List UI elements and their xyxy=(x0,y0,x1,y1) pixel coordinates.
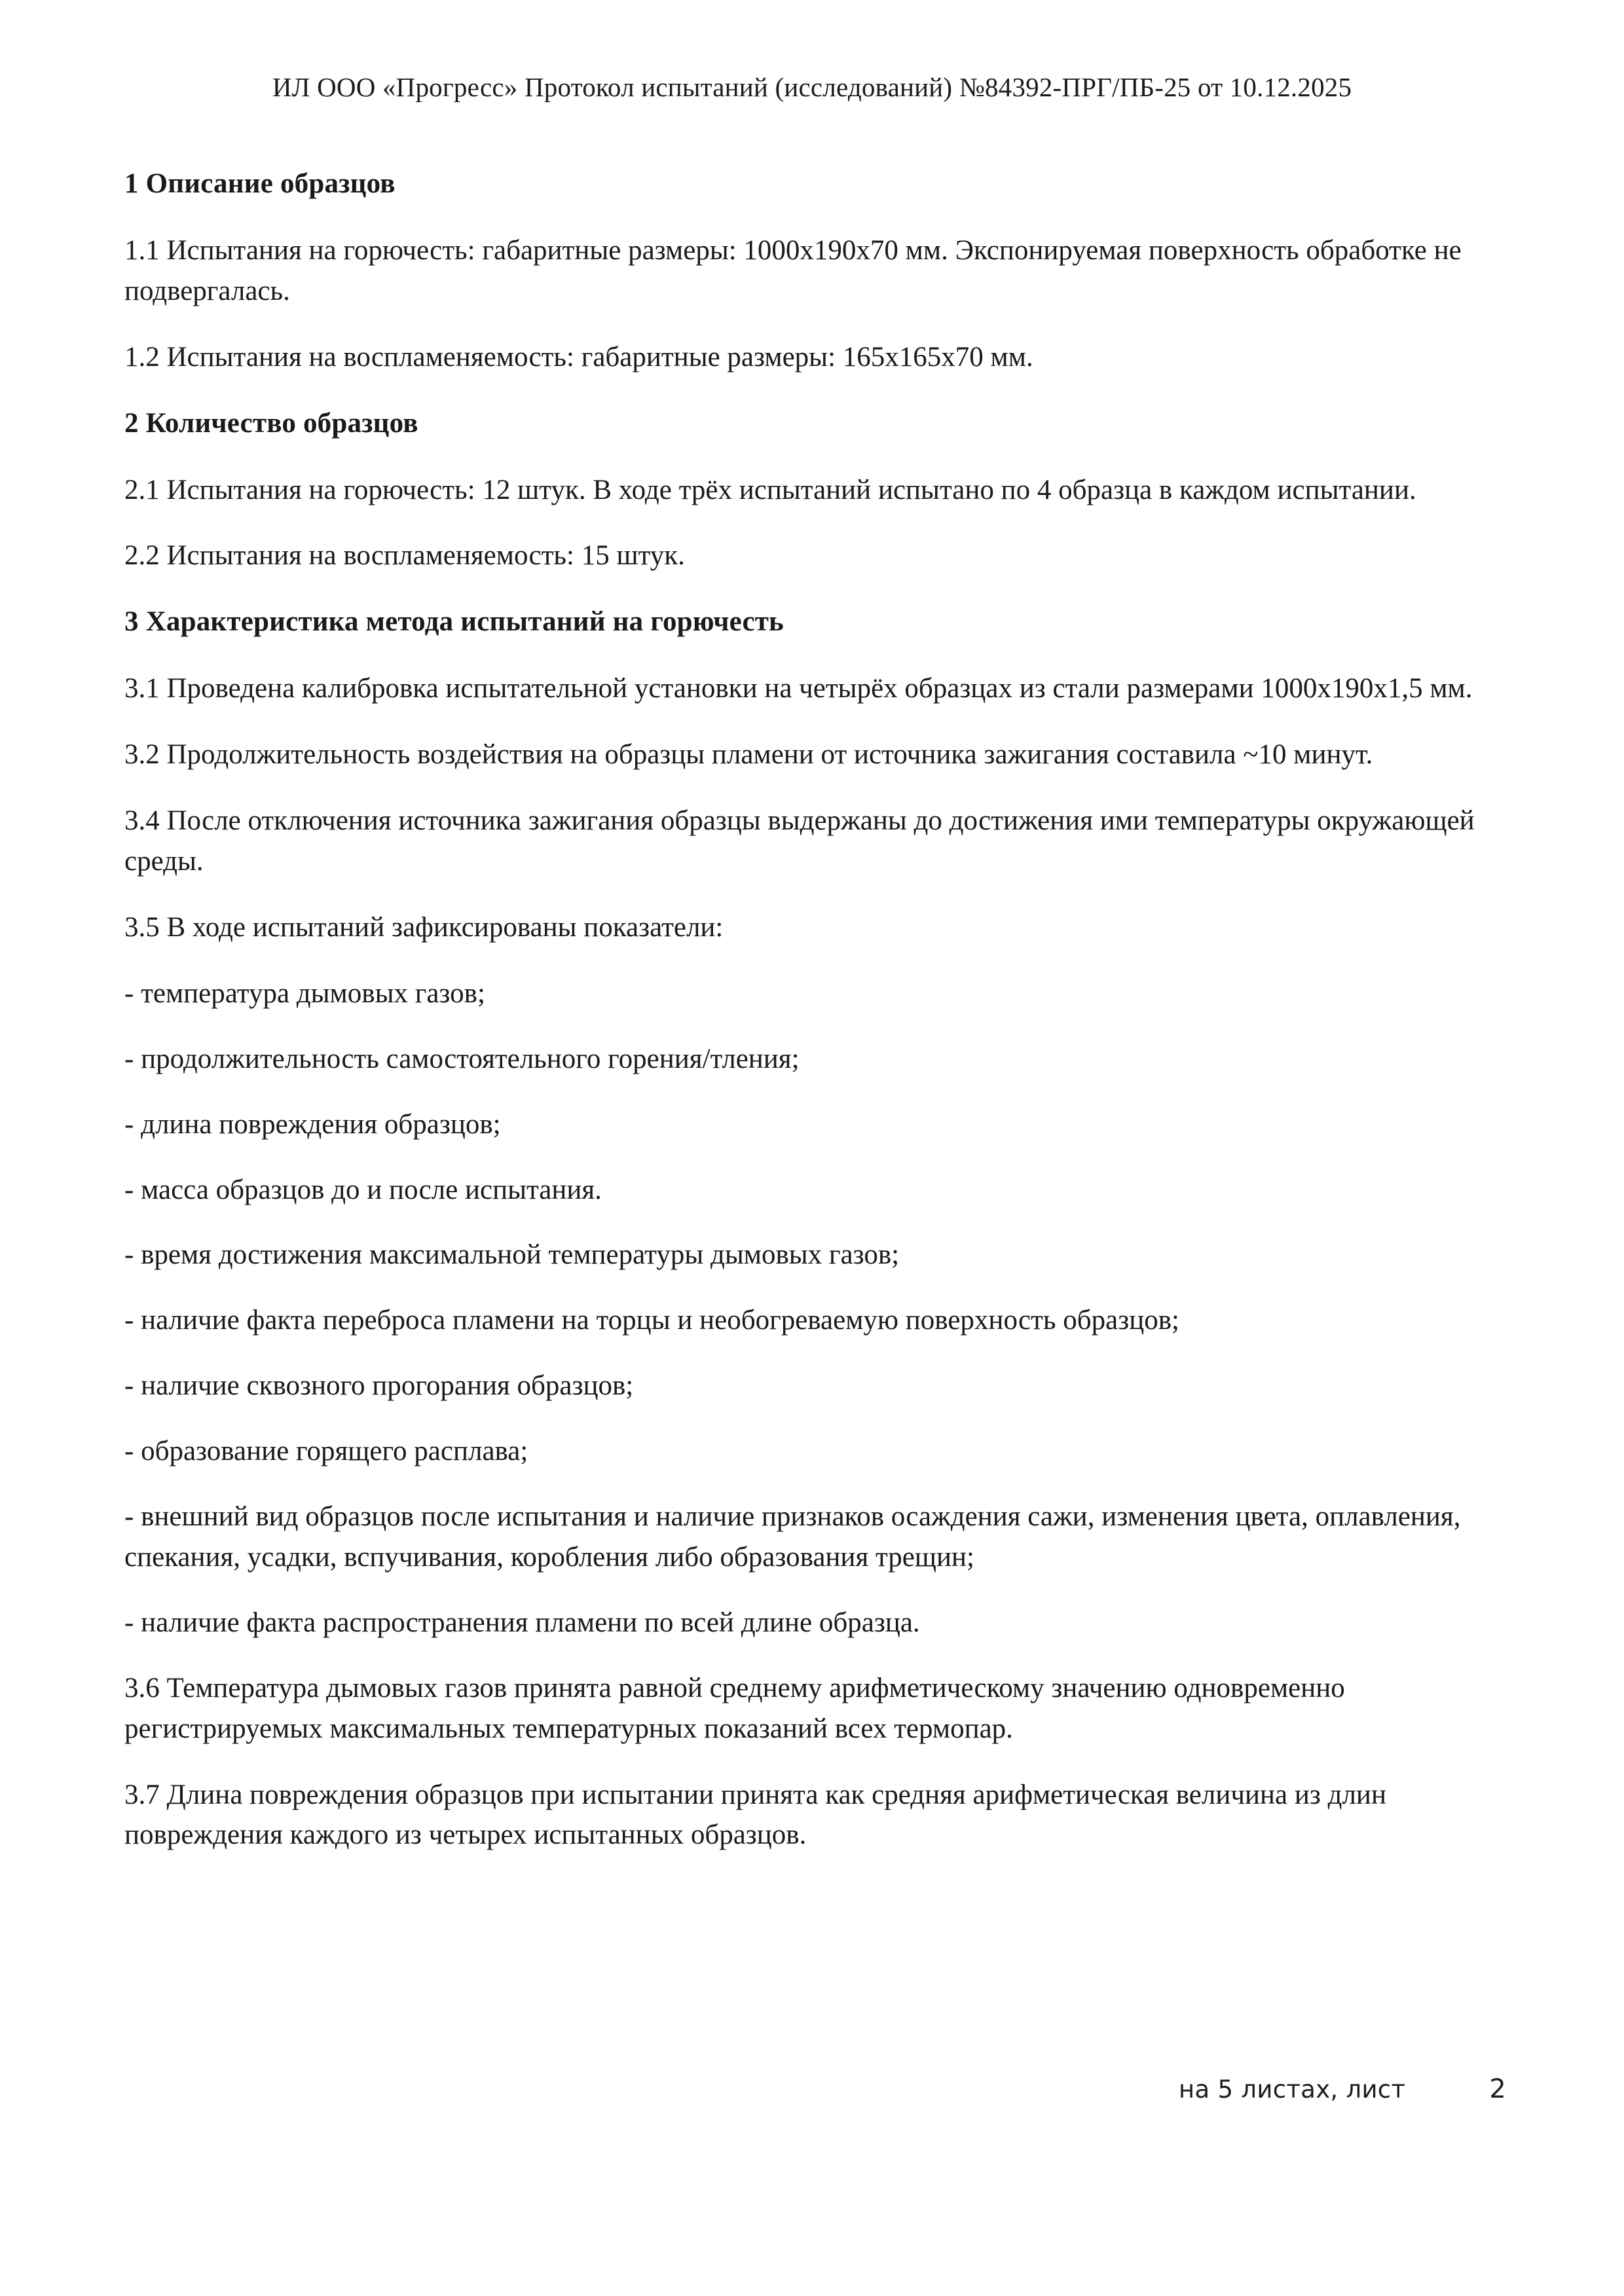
paragraph: 2.2 Испытания на воспламеняемость: 15 штук. xyxy=(124,540,685,572)
paragraph: 2.1 Испытания на горючесть: 12 штук. В ходе трёх испытаний испытано по 4 образца в каждом испытании. xyxy=(124,474,1416,505)
paragraph: 3.7 Длина повреждения образцов при испытании принята как средняя арифметическая величина из длин повреждения каждого из четырех испытанных образцов. xyxy=(124,1779,1386,1851)
list-item: - внешний вид образцов после испытания и наличие признаков осаждения сажи, изменения цвета, оплавления, спекания, усадки, вспучивания, коробления либо образования трещин; xyxy=(124,1501,1461,1573)
list-item: - наличие сквозного прогорания образцов; xyxy=(124,1370,634,1402)
document-body xyxy=(124,164,1496,1881)
section-heading: 3 Характеристика метода испытаний на горючесть xyxy=(124,606,784,638)
page-number: 2 xyxy=(1489,2074,1506,2104)
list-item: - образование горящего расплава; xyxy=(124,1436,528,1467)
list-item: - продолжительность самостоятельного горения/тления; xyxy=(124,1043,800,1074)
list-item: - время достижения максимальной температуры дымовых газов; xyxy=(124,1239,900,1271)
paragraph: 3.2 Продолжительность воздействия на образцы пламени от источника зажигания составила ~10 минут. xyxy=(124,739,1373,771)
sheet-count-note: на 5 листах, лист xyxy=(1179,2075,1406,2104)
paragraph: 3.4 После отключения источника зажигания образцы выдержаны до достижения ими температуры окружающей среды. xyxy=(124,805,1475,877)
section-heading: 2 Количество образцов xyxy=(124,407,418,439)
paragraph: 3.5 В ходе испытаний зафиксированы показатели: xyxy=(124,911,724,943)
paragraph: 1.2 Испытания на воспламеняемость: габаритные размеры: 165х165х70 мм. xyxy=(124,341,1033,373)
list-item: - наличие факта переброса пламени на торцы и необогреваемую поверхность образцов; xyxy=(124,1305,1179,1336)
list-item: - длина повреждения образцов; xyxy=(124,1108,501,1140)
paragraph: 3.6 Температура дымовых газов принята равной среднему арифметическому значению одновременно регистрируемых максимальных температурных показаний всех термопар. xyxy=(124,1672,1345,1744)
list-item: - наличие факта распространения пламени по всей длине образца. xyxy=(124,1607,920,1638)
running-header: ИЛ ООО «Прогресс» Протокол испытаний (исследований) №84392-ПРГ/ПБ-25 от 10.12.2025 xyxy=(272,72,1352,102)
list-item: - масса образцов до и после испытания. xyxy=(124,1174,602,1205)
paragraph: 3.1 Проведена калибровка испытательной установки на четырёх образцах из стали размерами 1000х190х1,5 мм. xyxy=(124,673,1473,704)
list-item: - температура дымовых газов; xyxy=(124,977,485,1009)
section-heading: 1 Описание образцов xyxy=(124,168,396,199)
paragraph: 1.1 Испытания на горючесть: габаритные размеры: 1000х190х70 мм. Экспонируемая поверхность обработке не подвергалась. xyxy=(124,234,1462,306)
page-footer xyxy=(1179,2074,1572,2104)
